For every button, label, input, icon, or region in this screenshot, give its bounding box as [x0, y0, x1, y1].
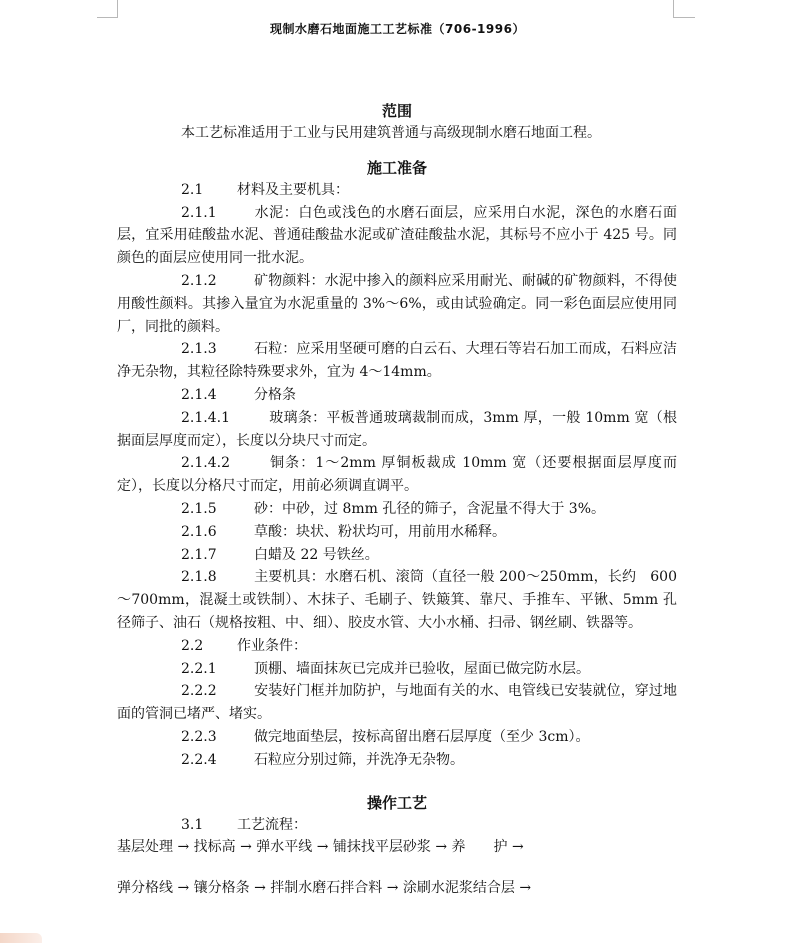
prep-item-2-1-4-2: 2.1.4.2 铜条：1～2mm 厚铜板裁成 10mm 宽（还要根据面层厚度而定），长度以分格尺寸而定，用前必须调直调平。 [117, 455, 677, 495]
prep-item-2-2-4: 2.2.4 石粒应分别过筛，并洗净无杂物。 [181, 751, 464, 768]
crop-mark-left-horizontal [97, 17, 117, 18]
prep-item-2-1-7: 2.1.7 白蜡及 22 号铁丝。 [181, 546, 379, 563]
crop-mark-right-vertical [673, 0, 674, 18]
prep-item-2-1-2: 2.1.2 矿物颜料：水泥中掺入的颜料应采用耐光、耐碱的矿物颜料，不得使用酸性颜料。其掺入量宜为水泥重量的 3%～6%，或由试验确定。同一彩色面层应使用同厂，同批的颜料。 [117, 272, 677, 335]
ops-item-3-1: 3.1 工艺流程： [181, 816, 307, 833]
crop-mark-left-vertical [117, 0, 118, 18]
scope-text: 本工艺标准适用于工业与民用建筑普通与高级现制水磨石地面工程。 [181, 125, 601, 141]
corner-decoration [0, 933, 42, 943]
prep-item-2-2-3: 2.2.3 做完地面垫层，按标高留出磨石层厚度（至少 3cm）。 [181, 728, 590, 745]
prep-item-2-1-6: 2.1.6 草酸：块状、粉状均可，用前用水稀释。 [181, 523, 506, 540]
prep-item-2-1-3: 2.1.3 石粒：应采用坚硬可磨的白云石、大理石等岩石加工而成，石料应洁净无杂物，其粒径除特殊要求外，宜为 4～14mm。 [117, 341, 677, 381]
prep-item-2-2: 2.2 作业条件： [181, 637, 307, 654]
prep-item-2-2-2: 2.2.2 安装好门框并加防护，与地面有关的水、电管线已安装就位，穿过地面的管洞已堵严、堵实。 [117, 683, 677, 723]
process-flow-line-2: 弹分格线 → 镶分格条 → 拌制水磨石拌合料 → 涂刷水泥浆结合层 → [117, 880, 532, 897]
document-body [117, 100, 677, 900]
process-flow-line-1: 基层处理 → 找标高 → 弹水平线 → 铺抹找平层砂浆 → 养 护 → [117, 839, 524, 856]
prep-item-2-2-1: 2.2.1 顶棚、墙面抹灰已完成并已验收，屋面已做完防水层。 [181, 660, 590, 677]
page-header: 现制水磨石地面施工工艺标准（706-1996） [270, 22, 525, 36]
prep-item-2-1: 2.1 材料及主要机具： [181, 181, 349, 198]
section-title-ops: 操作工艺 [366, 793, 427, 812]
prep-item-2-1-5: 2.1.5 砂：中砂，过 8mm 孔径的筛子，含泥量不得大于 3%。 [181, 500, 606, 517]
section-title-prep: 施工准备 [366, 158, 427, 177]
prep-item-2-1-4-1: 2.1.4.1 玻璃条：平板普通玻璃裁制而成，3mm 厚，一般 10mm 宽（根据面层厚度而定），长度以分块尺寸而定。 [117, 409, 677, 449]
prep-item-2-1-4: 2.1.4 分格条 [181, 386, 296, 403]
section-title-scope: 范围 [381, 102, 412, 120]
crop-mark-right-horizontal [673, 17, 695, 18]
prep-item-2-1-1: 2.1.1 水泥：白色或浅色的水磨石面层，应采用白水泥，深色的水磨石面层，宜采用硅酸盐水泥、普通硅酸盐水泥或矿渣硅酸盐水泥，其标号不应小于 425 号。同颜色的面层应使用同一批水泥。 [117, 204, 677, 267]
prep-item-2-1-8: 2.1.8 主要机具：水磨石机、滚筒（直径一般 200～250mm，长约 600～700mm，混凝土或铁制）、木抹子、毛刷子、铁簸箕、靠尺、手推车、平锹、5mm 孔径筛子、油石（规格按粗、中、细）、胶皮水管、大小水桶、扫帚、钢丝刷、铁器等。 [117, 569, 677, 631]
